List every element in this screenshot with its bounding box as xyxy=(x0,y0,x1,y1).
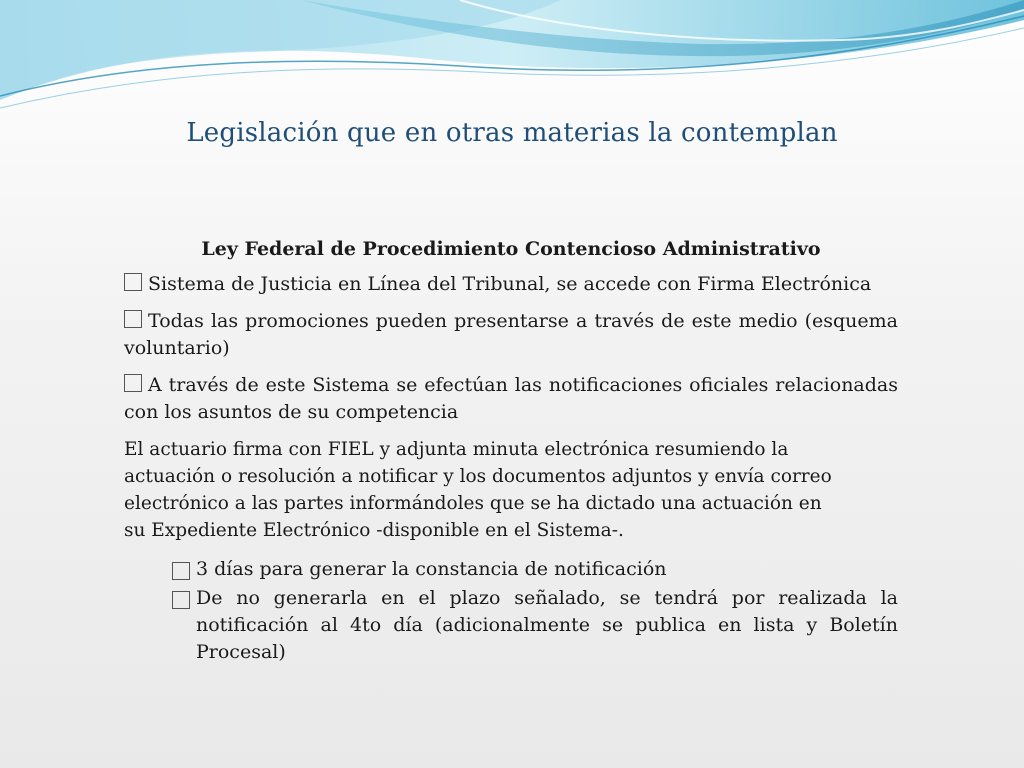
bullet-text: Todas las promociones pueden presentarse a través de este medio (esquema voluntario) xyxy=(124,310,898,359)
bullet-text: A través de este Sistema se efectúan las notificaciones oficiales relacionadas con los asuntos de su competencia xyxy=(124,374,898,423)
square-bullet-icon xyxy=(172,591,190,609)
square-bullet-icon xyxy=(124,374,142,392)
bullet-item xyxy=(124,308,898,362)
sub-bullet-text: 3 días para generar la constancia de notificación xyxy=(196,558,667,580)
square-bullet-icon xyxy=(124,273,142,291)
sub-bullet-item xyxy=(172,585,898,666)
square-bullet-icon xyxy=(172,562,190,580)
section-heading: Ley Federal de Procedimiento Contencioso Administrativo xyxy=(201,238,821,260)
body-paragraph: El actuario firma con FIEL y adjunta minuta electrónica resumiendo la actuación o resolución a notificar y los documentos adjuntos y envía correo electrónico a las partes informándoles que se ha dictado una actuación en su Expediente Electrónico -disponible en el Sistema-. xyxy=(124,439,832,541)
bullet-item xyxy=(124,271,898,298)
sub-bullet-text: De no generarla en el plazo señalado, se tendrá por realizada la notificación al 4to día (adicionalmente se publica en lista y Boletín Procesal) xyxy=(196,587,898,663)
slide-content xyxy=(124,236,898,668)
slide-title: Legislación que en otras materias la contemplan xyxy=(186,118,838,148)
bullet-item xyxy=(124,372,898,426)
decorative-wave-header xyxy=(0,0,1024,120)
sub-bullet-item xyxy=(172,556,898,583)
bullet-text: Sistema de Justicia en Línea del Tribunal, se accede con Firma Electrónica xyxy=(148,273,872,295)
square-bullet-icon xyxy=(124,310,142,328)
sub-bullet-list xyxy=(172,556,898,666)
